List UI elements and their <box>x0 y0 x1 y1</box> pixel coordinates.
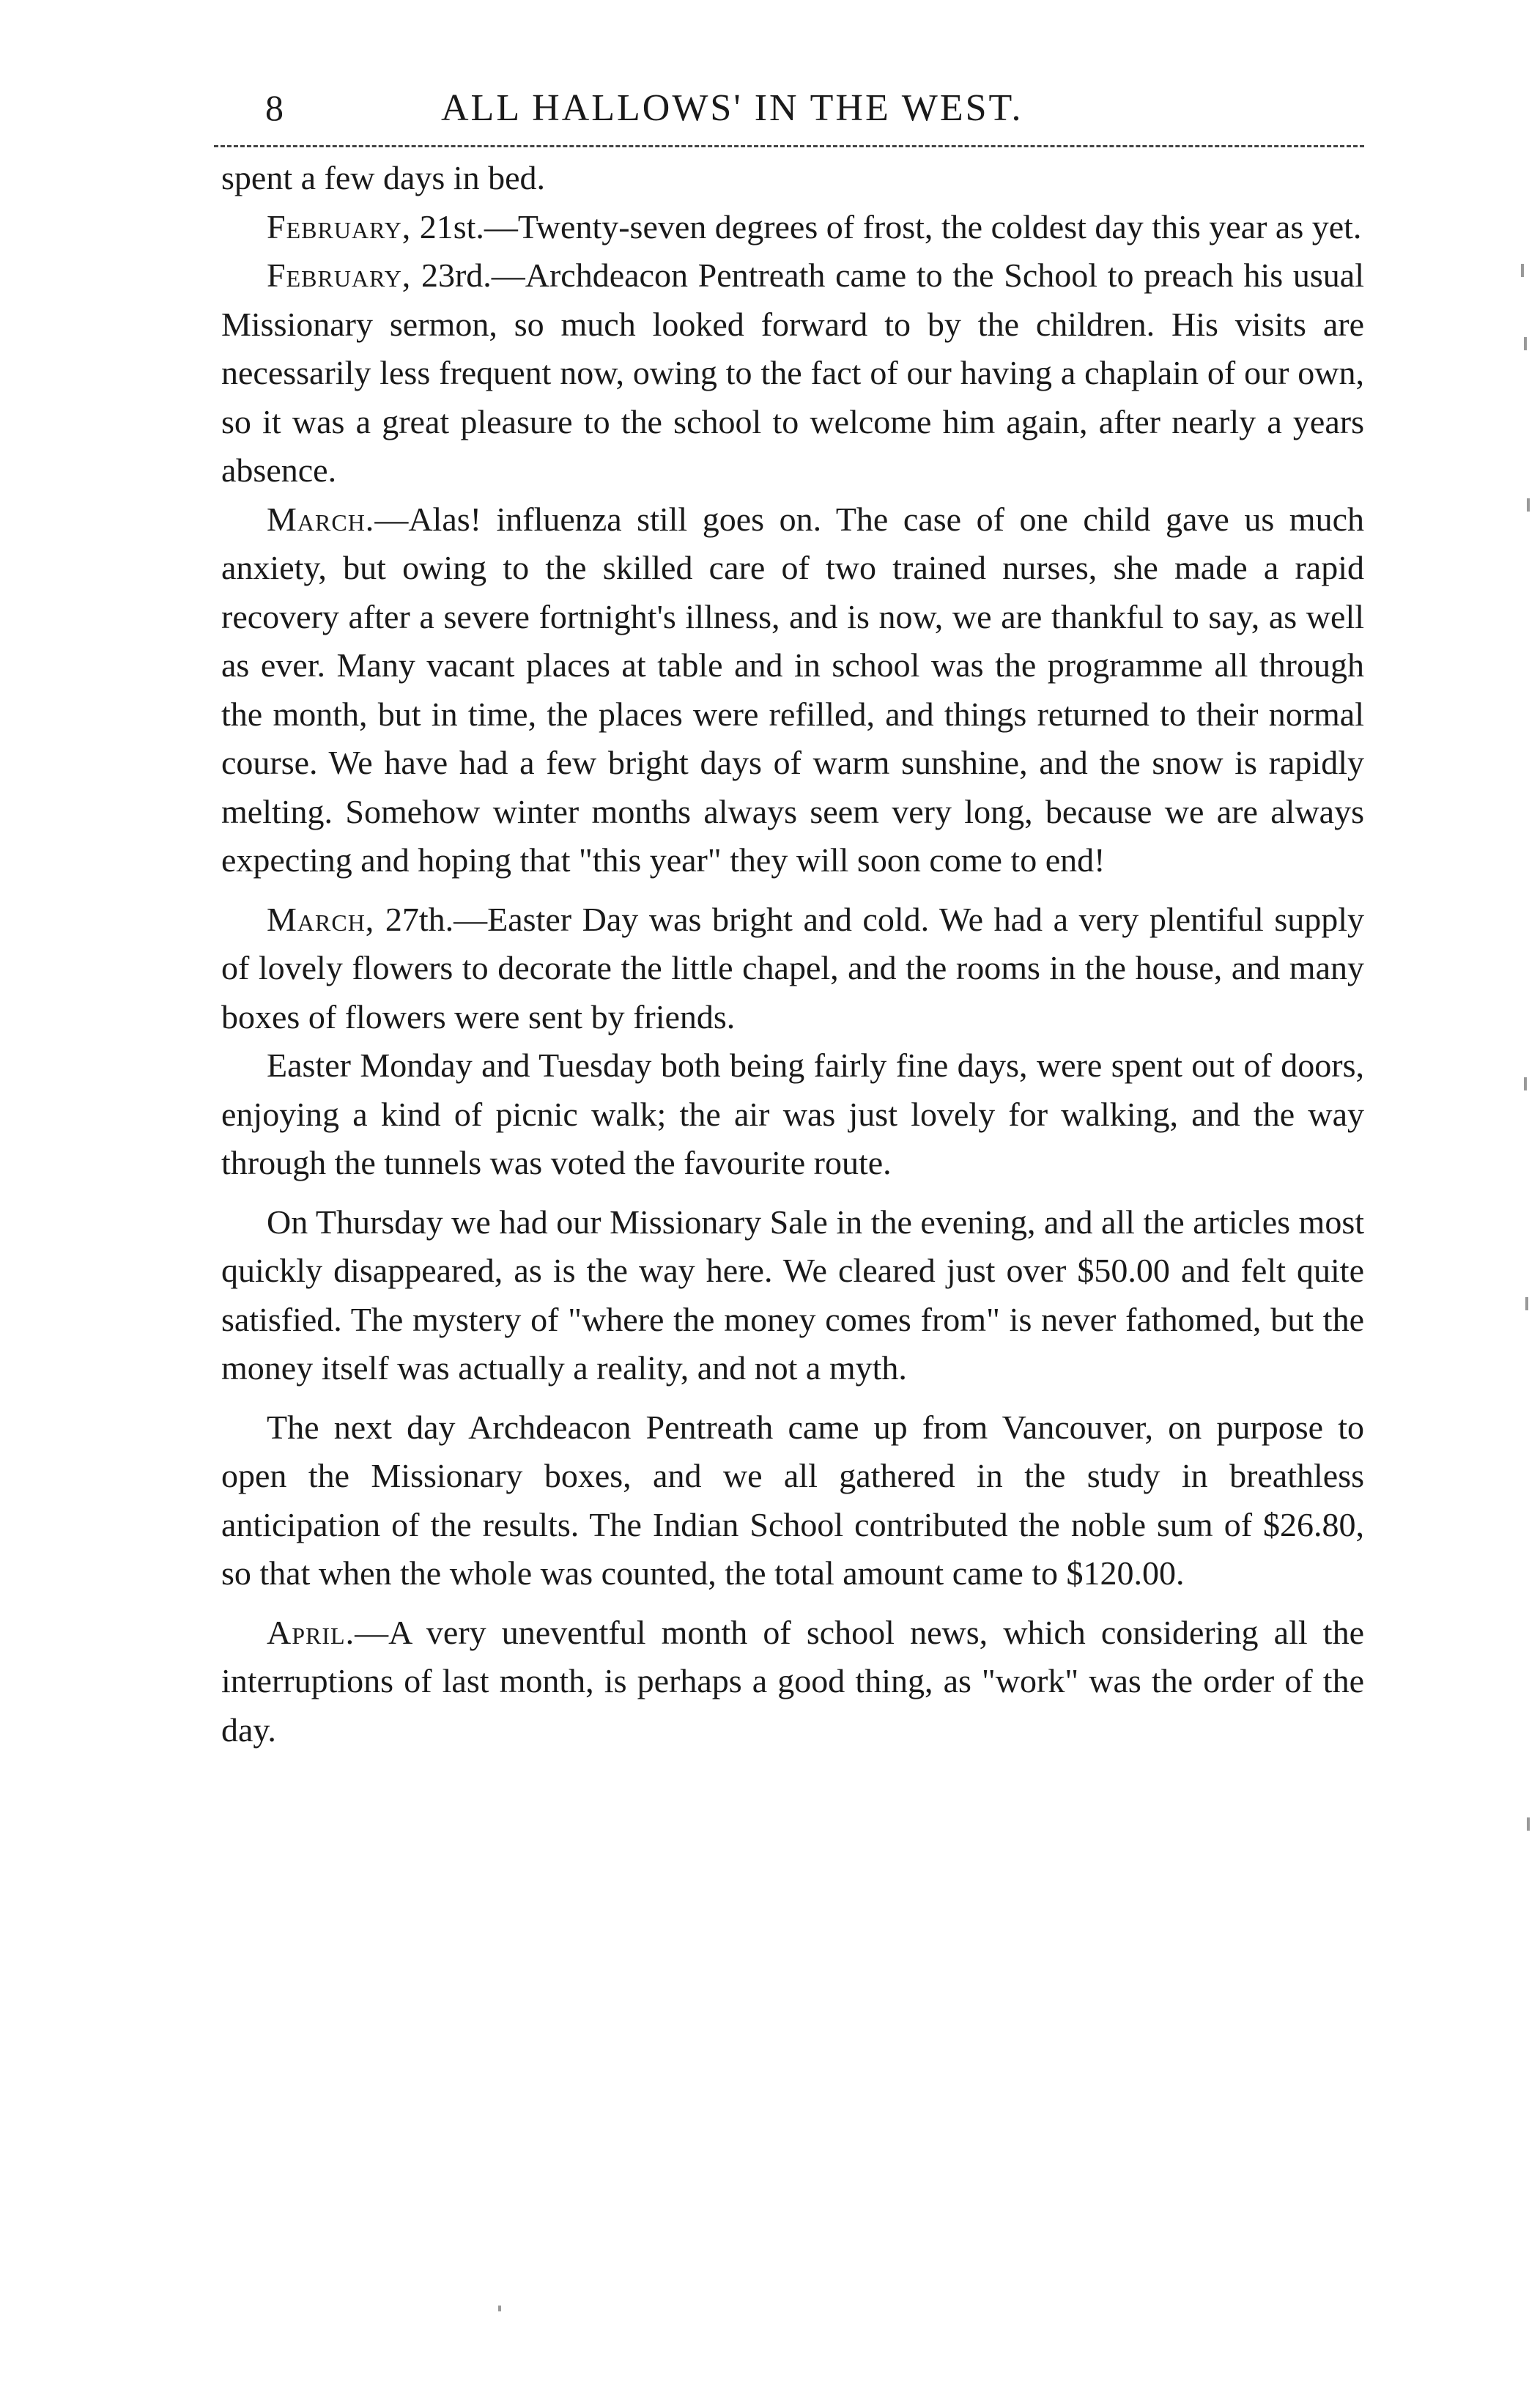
paragraph-text: 23rd.—Archdeacon Pentreath came to the School to preach his usual Missionary sermon, so much looked forward to by the children. His visits are necessarily less frequent now, owing to the fact of our having a chaplain of our own, so it was a great pleasure to the school to welcome him again, after nearly a years absence. <box>221 256 1364 489</box>
paragraph-text: —Alas! influenza still goes on. The case of one child gave us much anxiety, but owing to the skilled care of two trained nurses, she made a rapid recovery after a severe fortnight's illness, and is now, we are thankful to say, as well as ever. Many vacant places at table and in school was the programme all through the month, but in time, the places were refilled, and things returned to their normal course. We have had a few bright days of warm sunshine, and the snow is rapidly melting. Somehow winter months always seem very long, because we are always expecting and hoping that "this year" they will soon come to end! <box>221 500 1364 879</box>
paragraph-text: 27th.—Easter Day was bright and cold. We had a very plentiful supply of lovely flowers to decorate the little chapel, and the rooms in the house, and many boxes of flowers were sent by friends. <box>221 900 1364 1036</box>
entry-date: March, <box>267 900 375 938</box>
paragraph-text: 21st.—Twenty-seven degrees of frost, the coldest day this year as yet. <box>411 207 1362 246</box>
paragraph <box>221 251 1364 495</box>
scan-speck <box>1527 1817 1530 1831</box>
running-header <box>214 86 1364 147</box>
body-text <box>221 154 1364 1754</box>
scan-speck <box>498 2306 501 2311</box>
paragraph-text: spent a few days in bed. <box>221 159 545 196</box>
paragraph <box>221 203 1364 252</box>
paragraph-text: On Thursday we had our Missionary Sale in the evening, and all the articles most quickly disappeared, as is the way here. We cleared just over $50.00 and felt quite satisfied. The mystery of "where the money comes from" is never fathomed, but the money itself was actually a reality, and not a myth. <box>221 1203 1364 1387</box>
paragraph-text: Easter Monday and Tuesday both being fairly fine days, were spent out of doors, enjoying a kind of picnic walk; the air was just lovely for walking, and the way through the tunnels was voted the favourite route. <box>221 1047 1364 1181</box>
scan-speck <box>1524 337 1527 350</box>
paragraph <box>221 1403 1364 1598</box>
entry-date: April. <box>267 1613 355 1651</box>
scan-speck <box>1524 1077 1527 1090</box>
entry-date: February, <box>267 256 412 294</box>
entry-date: March. <box>267 500 375 538</box>
paragraph <box>221 1198 1364 1393</box>
paragraph <box>221 1041 1364 1188</box>
paragraph <box>221 154 1364 203</box>
paragraph <box>221 1609 1364 1755</box>
scan-speck <box>1525 1297 1528 1310</box>
scan-speck <box>1527 498 1530 512</box>
entry-date: February, <box>267 207 412 246</box>
scan-speck <box>1521 264 1524 277</box>
paragraph-text: —A very uneventful month of school news, which considering all the interruptions of last month, is perhaps a good thing, as "work" was the order of the day. <box>221 1613 1364 1749</box>
paragraph <box>221 896 1364 1042</box>
page-number: 8 <box>265 87 285 128</box>
running-title: ALL HALLOWS' IN THE WEST. <box>441 87 1023 129</box>
paragraph-text: The next day Archdeacon Pentreath came up from Vancouver, on purpose to open the Missionary boxes, and we all gathered in the study in breathless anticipation of the results. The Indian School contributed the noble sum of $26.80, so that when the whole was counted, the total amount came to $120.00. <box>221 1408 1364 1592</box>
paragraph <box>221 495 1364 885</box>
